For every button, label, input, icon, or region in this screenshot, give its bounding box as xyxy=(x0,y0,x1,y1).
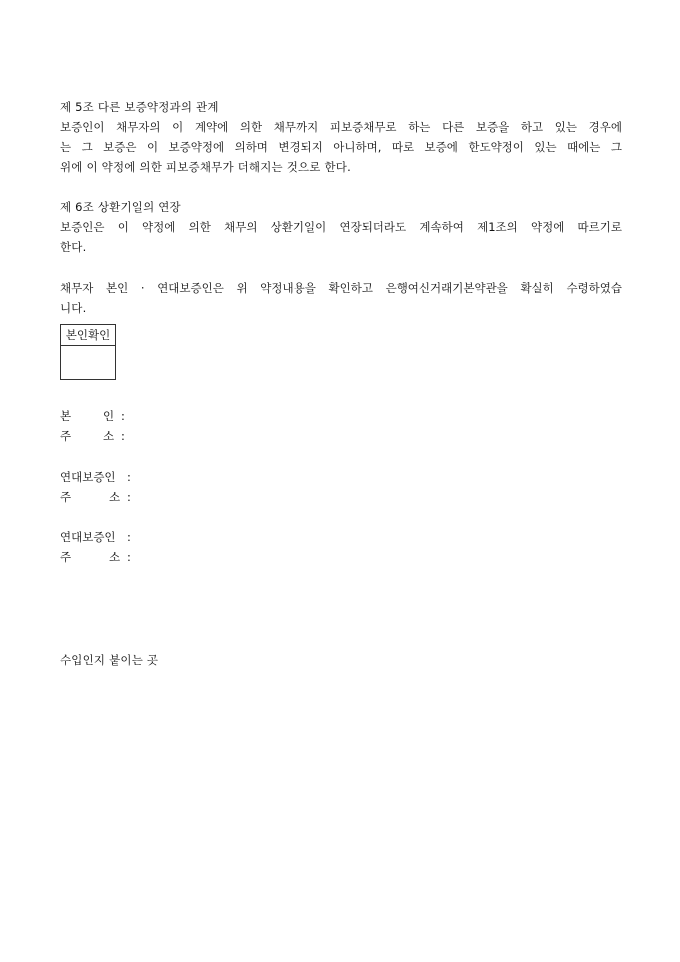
principal-address-label-b: 소 xyxy=(103,429,115,443)
guarantor-2-address-label-b: 소 xyxy=(109,550,121,564)
guarantor-2-label: 연대보증인 xyxy=(60,530,116,544)
guarantor-1-colon: : xyxy=(127,470,131,484)
principal-label-b: 인 xyxy=(103,409,115,423)
principal-address-label-a: 주 xyxy=(60,429,72,443)
guarantor-2-address-colon: : xyxy=(127,550,131,564)
principal-label-a: 본 xyxy=(60,409,72,423)
article-6-line-2: 한다. xyxy=(60,240,87,254)
guarantor-1-address-label-b: 소 xyxy=(109,490,121,504)
principal-address-colon: : xyxy=(121,429,125,443)
identity-confirm-box[interactable] xyxy=(60,324,116,380)
article-6-line-1: 보증인은 이 약정에 의한 채무의 상환기일이 연장되더라도 계속하여 제1조의 약정에 따르기로 xyxy=(60,220,622,234)
guarantor-1-label: 연대보증인 xyxy=(60,470,116,484)
article-5-title: 제 5조 다른 보증약정과의 관계 xyxy=(60,100,219,114)
acknowledgement-line-2: 니다. xyxy=(60,301,87,315)
article-5-line-1: 보증인이 채무자의 이 계약에 의한 채무까지 피보증채무로 하는 다른 보증을 하고 있는 경우에 xyxy=(60,120,622,134)
principal-colon: : xyxy=(121,409,125,423)
identity-confirm-stamp-area[interactable] xyxy=(61,346,115,379)
guarantor-1-address-colon: : xyxy=(127,490,131,504)
revenue-stamp-label: 수입인지 붙이는 곳 xyxy=(60,653,159,667)
article-6-title: 제 6조 상환기일의 연장 xyxy=(60,200,181,214)
guarantor-2-address-label-a: 주 xyxy=(60,550,72,564)
article-5-line-3: 위에 이 약정에 의한 피보증채무가 더해지는 것으로 한다. xyxy=(60,160,351,174)
acknowledgement-line-1: 채무자 본인 · 연대보증인은 위 약정내용을 확인하고 은행여신거래기본약관을 확실히 수령하였습 xyxy=(60,281,622,295)
article-5-line-2: 는 그 보증은 이 보증약정에 의하며 변경되지 아니하며, 따로 보증에 한도약정이 있는 때에는 그 xyxy=(60,140,622,154)
guarantor-1-address-label-a: 주 xyxy=(60,490,72,504)
identity-confirm-label: 본인확인 xyxy=(61,325,115,346)
guarantor-2-colon: : xyxy=(127,530,131,544)
